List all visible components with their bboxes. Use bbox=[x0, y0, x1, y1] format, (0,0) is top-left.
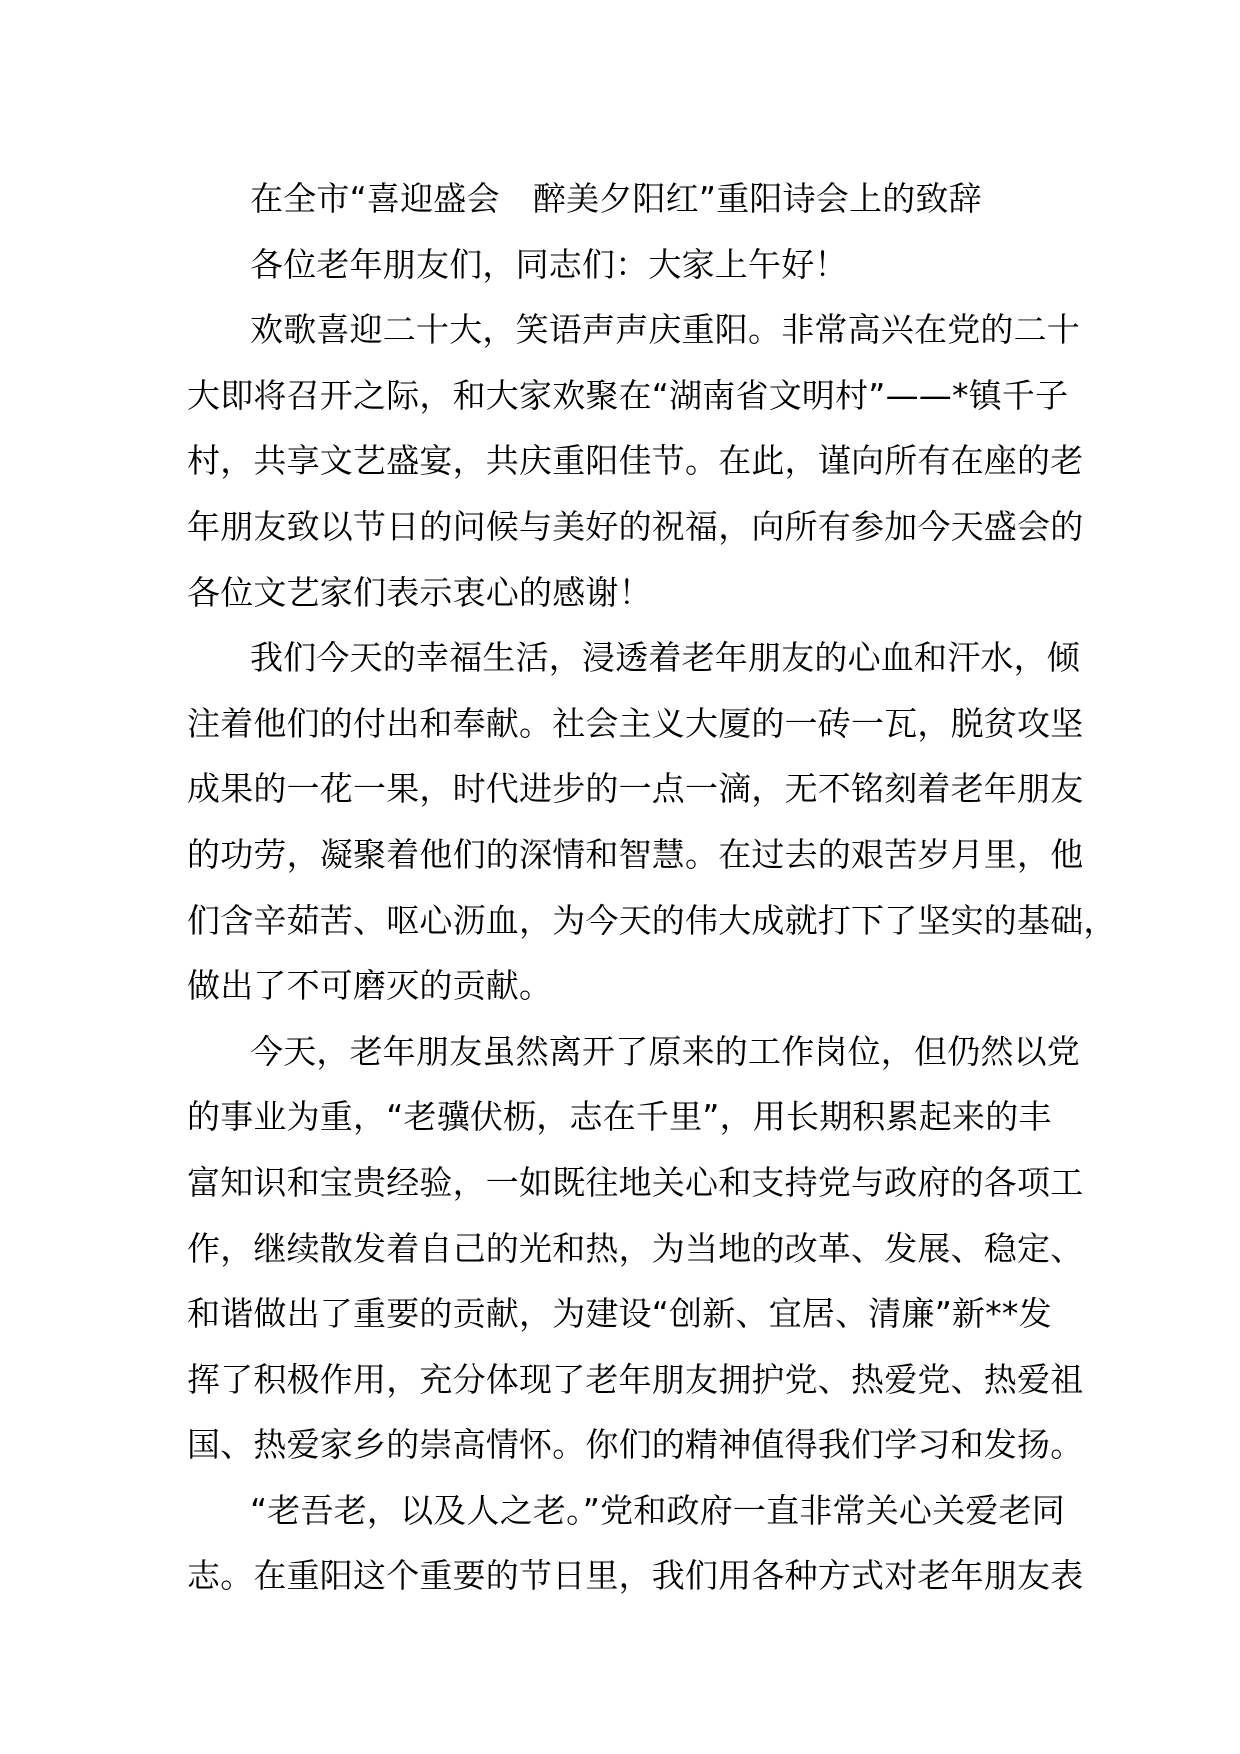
paragraph-line: 和谐做出了重要的贡献，为建设“创新、宜居、清廉”新**发 bbox=[187, 1294, 1052, 1334]
paragraph-line: 年朋友致以节日的问候与美好的祝福，向所有参加今天盛会的 bbox=[187, 506, 1084, 546]
paragraph-line: 欢歌喜迎二十大，笑语声声庆重阳。非常高兴在党的二十 bbox=[250, 310, 1080, 350]
paragraph-line: 大即将召开之际，和大家欢聚在“湖南省文明村”——*镇千子 bbox=[187, 375, 1069, 415]
paragraph-line: 村，共享文艺盛宴，共庆重阳佳节。在此，谨向所有在座的老 bbox=[187, 441, 1084, 481]
paragraph-line: “老吾老，以及人之老。”党和政府一直非常关心关爱老同 bbox=[250, 1490, 1065, 1530]
paragraph-line: 志。在重阳这个重要的节日里，我们用各种方式对老年朋友表 bbox=[187, 1556, 1084, 1596]
paragraph-line: 做出了不可磨灭的贡献。 bbox=[187, 966, 553, 1006]
paragraph-line: 我们今天的幸福生活，浸透着老年朋友的心血和汗水，倾 bbox=[250, 638, 1080, 678]
paragraph-line: 今天，老年朋友虽然离开了原来的工作岗位，但仍然以党 bbox=[250, 1031, 1080, 1071]
salutation-line: 各位老年朋友们，同志们：大家上午好！ bbox=[250, 244, 848, 284]
paragraph-line: 作，继续散发着自己的光和热，为当地的改革、发展、稳定、 bbox=[187, 1228, 1084, 1268]
paragraph-line: 们含辛茹苦、呕心沥血，为今天的伟大成就打下了坚实的基础， bbox=[187, 900, 1117, 940]
paragraph-line: 国、热爱家乡的崇高情怀。你们的精神值得我们学习和发扬。 bbox=[187, 1425, 1084, 1465]
paragraph-line: 注着他们的付出和奉献。社会主义大厦的一砖一瓦，脱贫攻坚 bbox=[187, 703, 1084, 743]
paragraph-line: 的事业为重，“老骥伏枥，志在千里”，用长期积累起来的丰 bbox=[187, 1097, 1052, 1137]
paragraph-line: 富知识和宝贵经验，一如既往地关心和支持党与政府的各项工 bbox=[187, 1162, 1084, 1202]
document-title: 在全市“喜迎盛会 醉美夕阳红”重阳诗会上的致辞 bbox=[250, 179, 982, 218]
paragraph-line: 各位文艺家们表示衷心的感谢！ bbox=[187, 572, 652, 612]
document-body bbox=[187, 166, 1117, 1609]
paragraph-line: 的功劳，凝聚着他们的深情和智慧。在过去的艰苦岁月里，他 bbox=[187, 834, 1084, 874]
paragraph-line: 挥了积极作用，充分体现了老年朋友拥护党、热爱党、热爱祖 bbox=[187, 1359, 1084, 1399]
paragraph-line: 成果的一花一果，时代进步的一点一滴，无不铭刻着老年朋友 bbox=[187, 769, 1084, 809]
